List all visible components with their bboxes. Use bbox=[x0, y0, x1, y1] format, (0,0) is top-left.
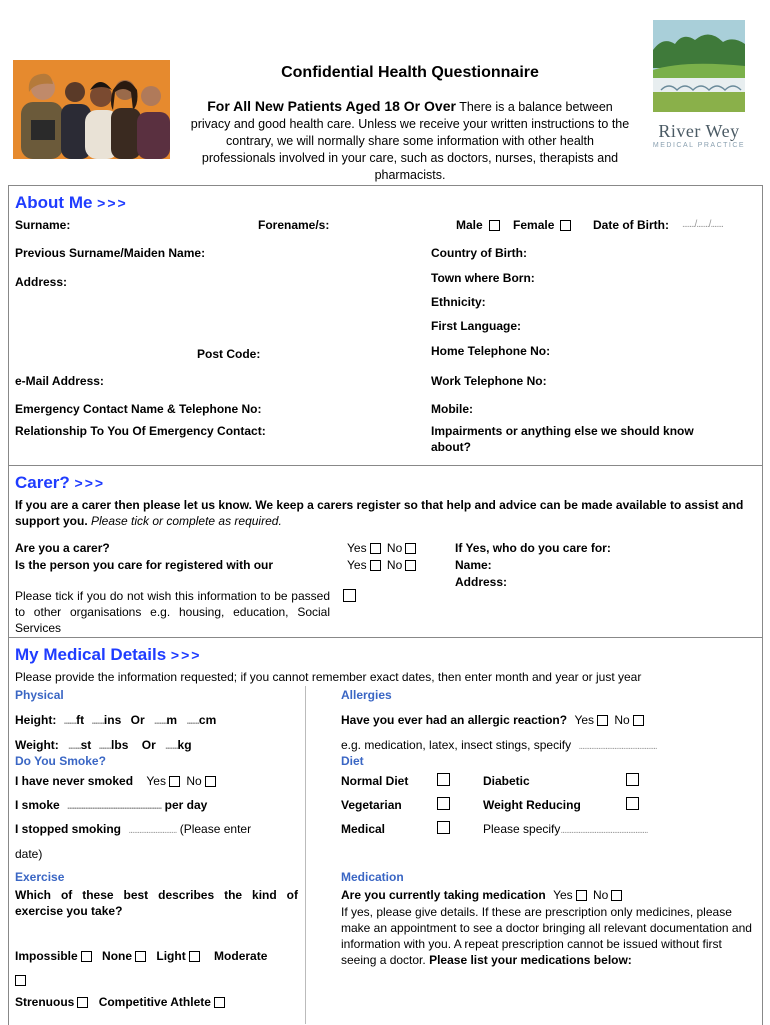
mobile-label: Mobile: bbox=[431, 402, 473, 416]
weight-lbs-blank[interactable]: ....... bbox=[98, 741, 112, 752]
i-smoke-row: I smoke ..................................................... per day bbox=[15, 798, 208, 812]
physical-heading: Physical bbox=[15, 688, 64, 702]
dob-label: Date of Birth: bbox=[593, 218, 669, 232]
diet-heading: Diet bbox=[341, 754, 364, 768]
medical-intro: Please provide the information requested; if you cannot remember exact dates, then enter month and year or just year bbox=[15, 670, 642, 684]
no-label: No bbox=[386, 541, 403, 555]
stopped-date-label: date) bbox=[15, 847, 43, 861]
about-heading: About Me >>> bbox=[15, 193, 128, 212]
carer-no-checkbox[interactable] bbox=[405, 543, 416, 554]
never-smoked-no-checkbox[interactable] bbox=[205, 776, 216, 787]
diet-specify-blank[interactable]: ................................................. bbox=[560, 825, 648, 836]
stopped-date-blank[interactable]: ........................... bbox=[128, 825, 177, 836]
dob-blank[interactable]: ......./......./....... bbox=[682, 219, 723, 230]
cared-address-label: Address: bbox=[455, 575, 508, 589]
medication-list-label: Please list your medications below: bbox=[429, 953, 632, 967]
impossible-checkbox[interactable] bbox=[81, 951, 92, 962]
country-label: Country of Birth: bbox=[431, 246, 527, 260]
allergy-specify-row bbox=[341, 737, 657, 755]
medical-diet-checkbox[interactable] bbox=[437, 821, 450, 834]
address-label: Address: bbox=[15, 275, 68, 289]
who-care-label: If Yes, who do you care for: bbox=[455, 541, 611, 555]
weight-label: Weight: bbox=[15, 738, 59, 752]
allergy-row: Have you ever had an allergic reaction? Yes No bbox=[341, 712, 647, 728]
none-checkbox[interactable] bbox=[135, 951, 146, 962]
diabetic-checkbox[interactable] bbox=[626, 773, 639, 786]
logo-subtitle: MEDICAL PRACTICE bbox=[652, 142, 746, 149]
town-label: Town where Born: bbox=[431, 271, 535, 285]
per-day-blank[interactable]: ..................................................... bbox=[67, 801, 162, 812]
i-smoke-label: I smoke bbox=[15, 798, 60, 812]
registered-yes-checkbox[interactable] bbox=[370, 560, 381, 571]
allergy-yes-checkbox[interactable] bbox=[597, 715, 608, 726]
stopped-row: I stopped smoking ........................... (Please enter bbox=[15, 822, 252, 836]
allergy-specify-blank[interactable]: ............................................ bbox=[578, 741, 657, 752]
allergies-heading: Allergies bbox=[341, 688, 392, 702]
allergy-no-checkbox[interactable] bbox=[633, 715, 644, 726]
height-field: Height: .......ft .......ins Or .......m .......cm bbox=[15, 713, 217, 727]
emergency-label: Emergency Contact Name & Telephone No: bbox=[15, 402, 262, 416]
medical-heading: My Medical Details >>> bbox=[15, 645, 202, 664]
female-checkbox[interactable] bbox=[560, 220, 571, 231]
carer-intro bbox=[15, 497, 755, 529]
river-wey-logo-icon bbox=[651, 20, 747, 114]
postcode-label: Post Code: bbox=[197, 347, 261, 361]
exercise-options-row2: Strenuous Competitive Athlete bbox=[15, 994, 228, 1010]
weight-reducing-checkbox[interactable] bbox=[626, 797, 639, 810]
prev-surname-label: Previous Surname/Maiden Name: bbox=[15, 246, 206, 260]
yes-label: Yes bbox=[347, 558, 367, 572]
intro-bold: For All New Patients Aged 18 Or Over bbox=[207, 98, 456, 114]
work-tel-label: Work Telephone No: bbox=[431, 374, 547, 388]
carer-yes-checkbox[interactable] bbox=[370, 543, 381, 554]
height-label: Height: bbox=[15, 713, 57, 727]
diabetic-label: Diabetic bbox=[483, 774, 530, 788]
page-title: Confidential Health Questionnaire bbox=[281, 64, 539, 81]
male-checkbox[interactable] bbox=[489, 220, 500, 231]
never-smoked-label: I have never smoked bbox=[15, 774, 134, 788]
competitive-checkbox[interactable] bbox=[214, 997, 225, 1008]
exercise-heading: Exercise bbox=[15, 870, 65, 884]
yes-label: Yes bbox=[347, 541, 367, 555]
medication-no-checkbox[interactable] bbox=[611, 890, 622, 901]
stopped-label: I stopped smoking bbox=[15, 822, 122, 836]
impairments-label: Impairments or anything else we should know about? bbox=[431, 424, 694, 454]
email-label: e-Mail Address: bbox=[15, 374, 104, 388]
normal-diet-checkbox[interactable] bbox=[437, 773, 450, 786]
allergy-question: Have you ever had an allergic reaction? bbox=[341, 713, 568, 727]
language-label: First Language: bbox=[431, 319, 522, 333]
medical-diet-label: Medical bbox=[341, 822, 386, 836]
height-cm-blank[interactable]: ....... bbox=[186, 716, 199, 727]
normal-diet-label: Normal Diet bbox=[341, 774, 409, 788]
height-ft-blank[interactable]: ....... bbox=[63, 716, 77, 727]
female-label: Female bbox=[513, 218, 555, 232]
height-m-blank[interactable]: ....... bbox=[153, 716, 167, 727]
no-share-text: Please tick if you do not wish this information to be passed to other organisations e.g. housing, education, Social Services bbox=[15, 589, 330, 635]
forename-label: Forename/s: bbox=[258, 218, 330, 232]
cared-name-label: Name: bbox=[455, 558, 492, 572]
no-label: No bbox=[386, 558, 403, 572]
height-ins-blank[interactable]: ....... bbox=[91, 716, 104, 727]
medication-yes-checkbox[interactable] bbox=[576, 890, 587, 901]
relationship-label: Relationship To You Of Emergency Contact: bbox=[15, 424, 266, 438]
carer-q1-options bbox=[347, 540, 419, 556]
please-specify-row bbox=[483, 821, 648, 839]
male-label: Male bbox=[456, 218, 483, 232]
weight-field: Weight: .......st .......lbs Or .......kg bbox=[15, 738, 192, 752]
patients-photo bbox=[13, 60, 170, 159]
medication-row: Are you currently taking medication Yes No bbox=[341, 887, 625, 903]
intro-text: There is a balance between privacy and good health care. Unless we receive your written instructions to the contrary, we will normally share some information with other health professionals involved in your care, such as doctors, nurses, therapists and pharmacists. bbox=[190, 100, 630, 182]
weight-st-blank[interactable]: ....... bbox=[68, 741, 81, 752]
exercise-question: Which of these best describes the kind of exercise you take? bbox=[15, 888, 298, 918]
please-specify-label: Please specify bbox=[483, 822, 561, 836]
never-smoked-row: I have never smoked Yes No bbox=[15, 773, 219, 789]
weight-kg-blank[interactable]: ....... bbox=[165, 741, 178, 752]
ethnicity-label: Ethnicity: bbox=[431, 295, 486, 309]
strenuous-checkbox[interactable] bbox=[77, 997, 88, 1008]
logo-name: River Wey bbox=[658, 121, 740, 141]
home-tel-label: Home Telephone No: bbox=[431, 344, 551, 358]
medical-column-divider bbox=[305, 686, 306, 1024]
medication-heading: Medication bbox=[341, 870, 404, 884]
never-smoked-yes-checkbox[interactable] bbox=[169, 776, 180, 787]
carer-q2-options bbox=[347, 557, 419, 573]
carer-q1: Are you a carer? bbox=[15, 541, 110, 555]
carer-q2: Is the person you care for registered with our bbox=[15, 558, 274, 572]
registered-no-checkbox[interactable] bbox=[405, 560, 416, 571]
weight-reducing-label: Weight Reducing bbox=[483, 798, 581, 812]
intro-paragraph bbox=[190, 98, 630, 184]
no-share-checkbox[interactable] bbox=[343, 589, 356, 602]
moderate-checkbox[interactable] bbox=[15, 975, 26, 986]
carer-heading: Carer? >>> bbox=[15, 473, 106, 492]
medication-details bbox=[341, 904, 753, 968]
allergy-examples: e.g. medication, latex, insect stings, specify bbox=[341, 738, 572, 752]
surname-label: Surname: bbox=[15, 218, 71, 232]
carer-intro-bold: If you are a carer then please let us know. We keep a carers register so that help and advice can be made available to assist and support you. bbox=[15, 498, 744, 528]
vegetarian-label: Vegetarian bbox=[341, 798, 402, 812]
exercise-options-row1: Impossible None Light Moderate bbox=[15, 944, 305, 992]
medication-text: If yes, please give details. If these are prescription only medicines, please make an appointment to see a doctor bringing all relevant documentation and information with you. A repeat prescription cannot be issued without first seeing a doctor. bbox=[341, 905, 752, 967]
gender-field bbox=[456, 217, 574, 233]
carer-intro-italic: Please tick or complete as required. bbox=[91, 514, 282, 528]
light-checkbox[interactable] bbox=[189, 951, 200, 962]
practice-logo bbox=[651, 20, 747, 150]
vegetarian-checkbox[interactable] bbox=[437, 797, 450, 810]
medication-question: Are you currently taking medication bbox=[341, 888, 546, 902]
smoke-heading: Do You Smoke? bbox=[15, 754, 106, 768]
